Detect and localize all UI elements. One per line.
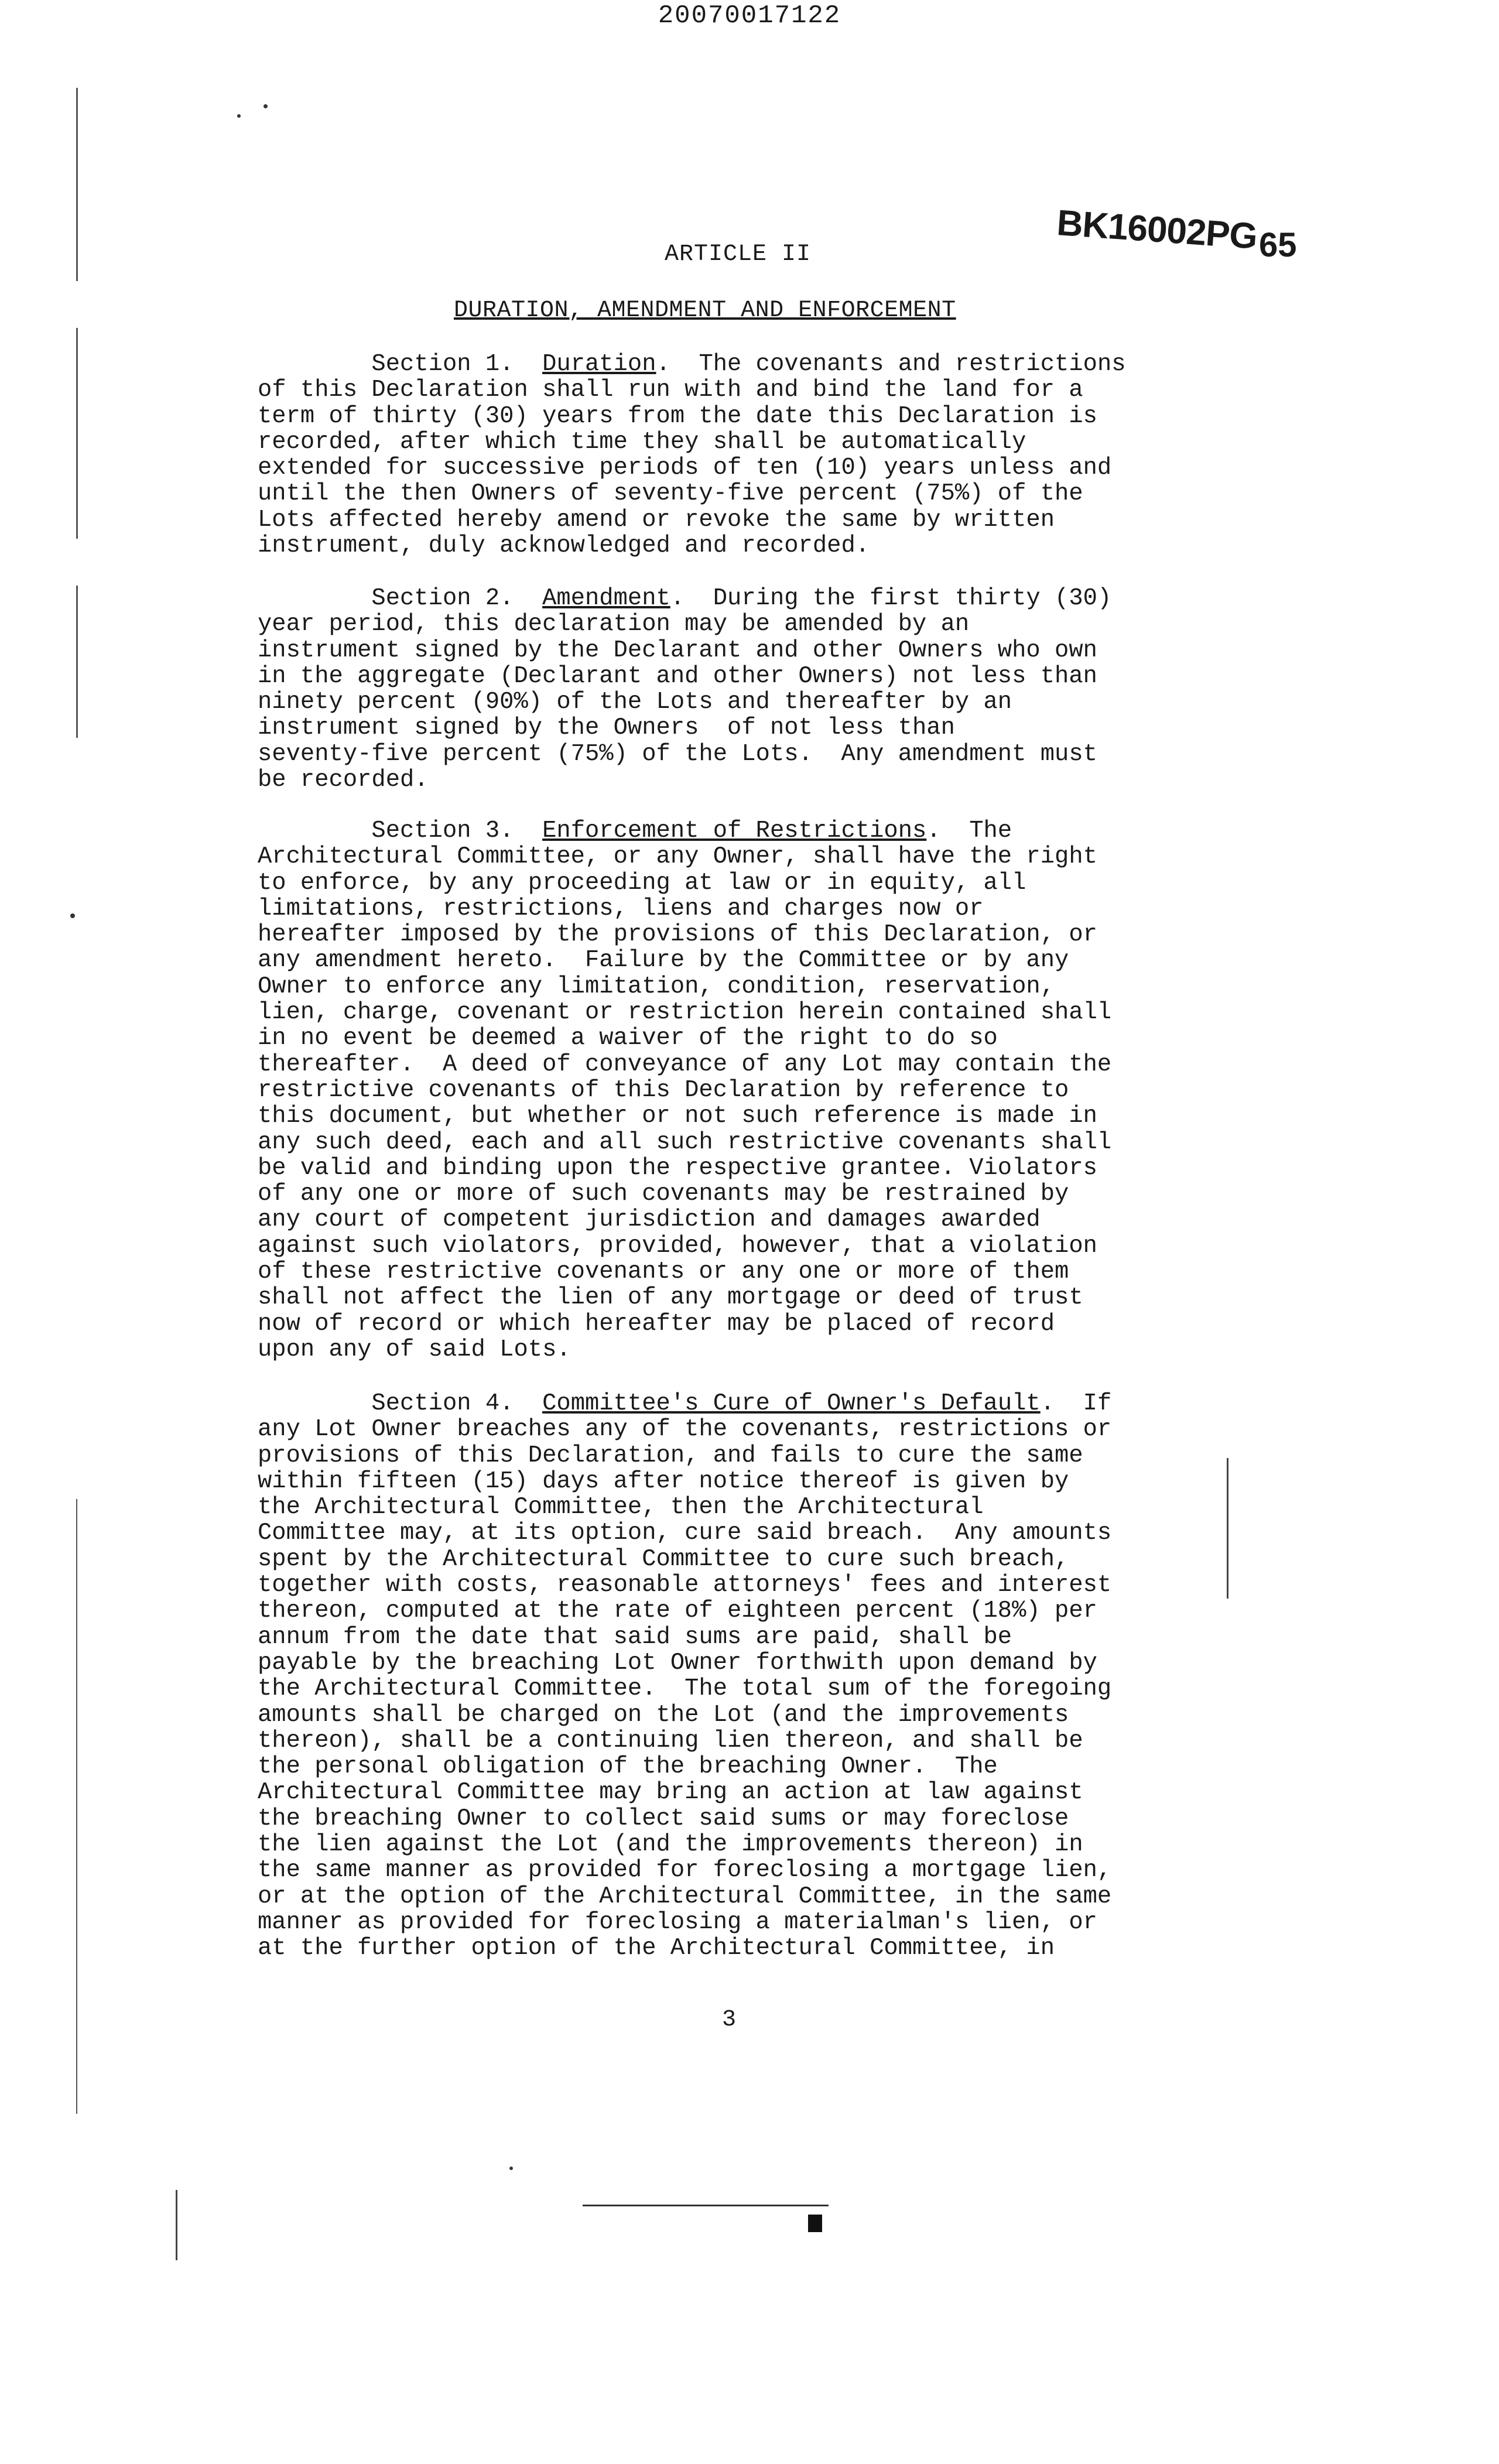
article-heading: DURATION, AMENDMENT AND ENFORCEMENT (454, 297, 956, 324)
section-label: Section 3. (258, 817, 543, 844)
section-amendment (258, 586, 1247, 793)
section-committee-cure (258, 1391, 1247, 1962)
section-body: . If any Lot Owner breaches any of the covenants, restrictions or provisions of this Declaration, and fails to cure the same within fifteen (15) days after notice thereof is given by the Architectural Committee, then the Architectural Committee may, at its option, cure said breach. Any amounts spent by the Architectural Committee to cure such breach, together with costs, reasonable attorneys' fees and interest thereon, computed at the rate of eighteen percent (18%) per annum from the date that said sums are paid, shall be payable by the breaching Lot Owner forthwith upon demand by the Architectural Committee. The total sum of the foregoing amounts shall be charged on the Lot (and the improvements thereon), shall be a continuing lien thereon, and shall be the personal obligation of the breaching Owner. The Architectural Committee may bring an action at law against the breaching Owner to collect said sums or may foreclose the lien against the Lot (and the improvements thereon) in the same manner as provided for foreclosing a mortgage lien, or at the option of the Architectural Committee, in the same manner as provided for foreclosing a materialman's lien, or at the further option of the Architectural Committee, in (258, 1390, 1112, 1962)
book-reference-stamp: BK16002PG (1055, 203, 1259, 257)
scan-margin-line (76, 328, 78, 539)
scan-speck (509, 2167, 513, 2170)
document-number: 20070017122 (658, 1, 841, 30)
scan-margin-line (76, 88, 78, 281)
book-page-stamp: 65 (1259, 226, 1297, 264)
section-body: . The Architectural Committee, or any Owner, shall have the right to enforce, by any proceeding at law or in equity, all limitations, restrictions, liens and charges now or hereafter imposed by the provisions of this Declaration, or any amendment hereto. Failure by the Committee or by any Owner to enforce any limitation, condition, reservation, lien, charge, covenant or restriction herein contained shall in no event be deemed a waiver of the right to do so thereafter. A deed of conveyance of any Lot may contain the restrictive covenants of this Declaration by reference to this document, but whether or not such reference is made in any such deed, each and all such restrictive covenants shall be valid and binding upon the respective grantee. Violators of any one or more of such covenants may be restrained by any court of competent jurisdiction and damages awarded against such violators, provided, however, that a violation of these restrictive covenants or any one or more of them shall not affect the lien of any mortgage or deed of trust now of record or which hereafter may be placed of record upon any of said Lots. (258, 817, 1112, 1363)
page-number: 3 (722, 2007, 737, 2033)
scan-bottom-mark (808, 2215, 822, 2232)
scan-margin-line (1227, 1458, 1228, 1599)
scan-speck (263, 104, 268, 108)
section-duration (258, 351, 1247, 559)
section-label: Section 2. (258, 585, 543, 612)
section-enforcement (258, 818, 1247, 1363)
section-body: . During the first thirty (30) year period, this declaration may be amended by an instrument signed by the Declarant and other Owners who own in the aggregate (Declarant and other Owners) not less than ninety percent (90%) of the Lots and thereafter by an instrument signed by the Owners of not less than seventy-five percent (75%) of the Lots. Any amendment must be recorded. (258, 585, 1112, 794)
section-title: Enforcement of Restrictions (542, 817, 927, 844)
section-title: Committee's Cure of Owner's Default (542, 1390, 1041, 1417)
scan-margin-line (76, 1499, 77, 2114)
scan-margin-line (76, 586, 78, 738)
scan-bottom-mark (583, 2205, 829, 2206)
scan-speck (237, 114, 241, 118)
section-body: . The covenants and restrictions of this Declaration shall run with and bind the land for a term of thirty (30) years from the date this Declaration is recorded, after which time they shall be automatically extended for successive periods of ten (10) years unless and until the then Owners of seventy-five percent (75%) of the Lots affected hereby amend or revoke the same by written instrument, duly acknowledged and recorded. (258, 351, 1126, 560)
section-label: Section 1. (258, 351, 543, 378)
section-label: Section 4. (258, 1390, 543, 1417)
scan-margin-line (176, 2190, 177, 2260)
scan-speck (70, 913, 75, 918)
article-title: ARTICLE II (665, 241, 812, 268)
section-title: Amendment (542, 585, 670, 612)
section-title: Duration (542, 351, 656, 378)
